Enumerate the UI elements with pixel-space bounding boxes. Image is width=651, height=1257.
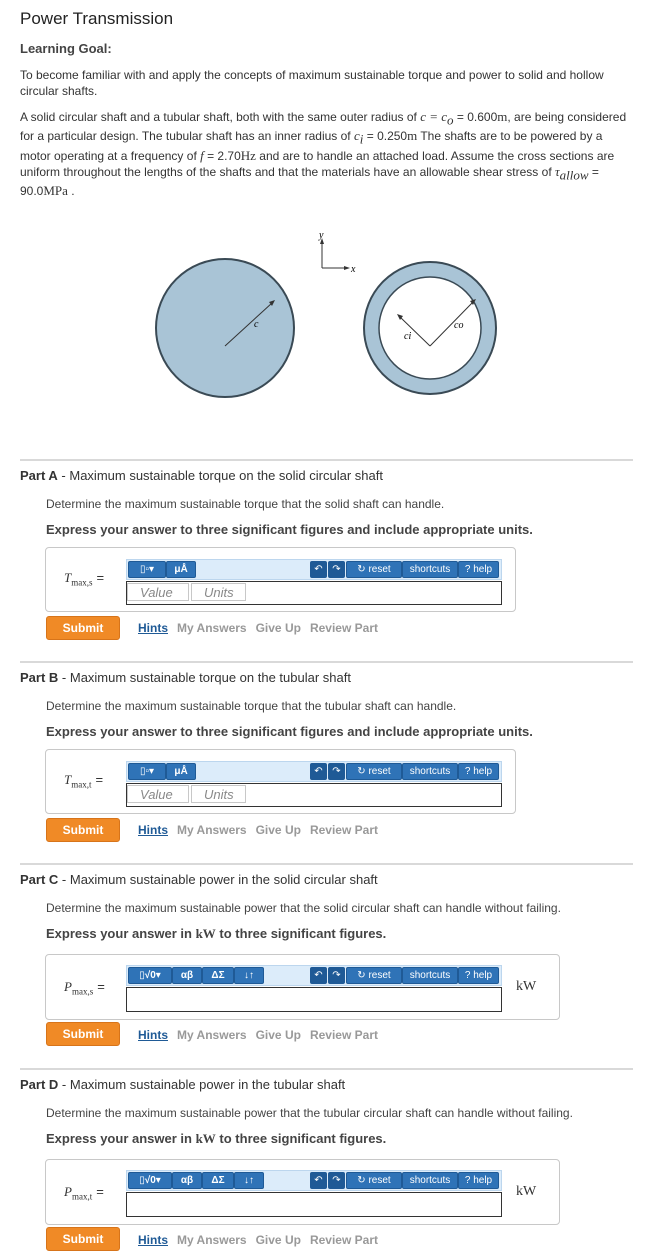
undo-icon[interactable]: ↶: [310, 561, 327, 578]
math-templates-button[interactable]: ▯√0▾: [128, 967, 172, 984]
part-d-variable-label: $P_{max,t}$ =: [64, 1184, 104, 1202]
part-d-links: [138, 1233, 387, 1247]
axis-x-label: x: [351, 264, 356, 275]
part-b-variable-label: $T_{max,t}$ =: [64, 772, 104, 790]
part-a-title: Part A - Maximum sustainable torque on the solid circular shaft: [20, 468, 383, 483]
tubular-shaft: [364, 262, 496, 394]
part-c-answer-input[interactable]: [126, 987, 502, 1012]
my-answers-link[interactable]: My Answers: [177, 621, 247, 635]
part-a-description: Determine the maximum sustainable torque that the solid shaft can handle.: [46, 497, 445, 511]
part-c-unit-label: kW: [516, 979, 537, 994]
shaft-cross-sections-figure: [150, 228, 510, 428]
part-b-units-input[interactable]: Units: [191, 785, 246, 803]
coordinate-axes: [318, 230, 356, 275]
inner-radius-label: ci: [404, 331, 412, 342]
part-a-variable-label: $T_{max,s}$ =: [64, 570, 105, 588]
give-up-link[interactable]: Give Up: [255, 823, 301, 837]
templates-button[interactable]: ▯▫▾: [128, 763, 166, 780]
part-b-submit-button[interactable]: Submit: [46, 818, 120, 842]
reset-button[interactable]: ↻ reset: [346, 763, 402, 780]
reset-button[interactable]: ↻ reset: [346, 561, 402, 578]
sort-menu-button[interactable]: ↓↑: [234, 967, 264, 984]
symbols-menu-button[interactable]: ΔΣ: [202, 1172, 234, 1189]
give-up-link[interactable]: Give Up: [255, 1028, 301, 1042]
reset-button[interactable]: ↻ reset: [346, 1172, 402, 1189]
part-b-links: [138, 823, 387, 837]
page-title: Power Transmission: [20, 9, 174, 28]
solid-shaft: [156, 259, 294, 397]
redo-icon[interactable]: ↷: [328, 967, 345, 984]
part-d-title: Part D - Maximum sustainable power in the tubular shaft: [20, 1077, 346, 1092]
part-d-unit-label: kW: [516, 1184, 537, 1199]
part-c-description: Determine the maximum sustainable power that the solid circular shaft can handle without failing.: [46, 901, 561, 915]
shortcuts-button[interactable]: shortcuts: [402, 1172, 458, 1189]
undo-icon[interactable]: ↶: [310, 967, 327, 984]
undo-icon[interactable]: ↶: [310, 1172, 327, 1189]
part-a-submit-button[interactable]: Submit: [46, 616, 120, 640]
symbols-menu-button[interactable]: ΔΣ: [202, 967, 234, 984]
review-part-link[interactable]: Review Part: [309, 823, 378, 837]
part-a-links: [138, 621, 387, 635]
redo-icon[interactable]: ↷: [328, 1172, 345, 1189]
sort-menu-button[interactable]: ↓↑: [234, 1172, 264, 1189]
hints-link[interactable]: Hints: [138, 1233, 168, 1247]
part-d-instructions: Express your answer in kW to three significant figures.: [46, 1131, 387, 1146]
part-c-variable-label: $P_{max,s}$ =: [64, 979, 105, 997]
part-c-links: [138, 1028, 387, 1042]
problem-statement: A solid circular shaft and a tubular shaft, both with the same outer radius of $c = c_o = 0.600m$, are being considered for a particular design. The tubular shaft has an inner radius of $c_i = 0.250m$ The shafts are to be powered by a motor operating at a frequency of f = 2.70Hz and are to handle an attached load. Assume the cross sections are uniform throughout the lengths of the shafts and that the materials have an allowable shear stress of $\tau_{allow} = 90.0MPa$ .: [20, 109, 627, 199]
part-c-title: Part C - Maximum sustainable power in the solid circular shaft: [20, 872, 378, 887]
part-a-value-input[interactable]: Value: [127, 583, 189, 601]
help-button[interactable]: ? help: [458, 1172, 499, 1189]
part-a-input-row: [126, 581, 502, 605]
give-up-link[interactable]: Give Up: [255, 1233, 301, 1247]
part-c-submit-button[interactable]: Submit: [46, 1022, 120, 1046]
my-answers-link[interactable]: My Answers: [177, 1028, 247, 1042]
part-c-answer-box: [45, 954, 560, 1020]
help-button[interactable]: ? help: [458, 967, 499, 984]
review-part-link[interactable]: Review Part: [309, 1028, 378, 1042]
give-up-link[interactable]: Give Up: [255, 621, 301, 635]
hints-link[interactable]: Hints: [138, 1028, 168, 1042]
undo-icon[interactable]: ↶: [310, 763, 327, 780]
help-button[interactable]: ? help: [458, 561, 499, 578]
part-a-instructions: Express your answer to three significant figures and include appropriate units.: [46, 522, 533, 537]
my-answers-link[interactable]: My Answers: [177, 823, 247, 837]
part-b-value-input[interactable]: Value: [127, 785, 189, 803]
solid-radius-label: c: [254, 319, 259, 330]
part-b-divider: [20, 661, 633, 663]
part-b-toolbar: [126, 761, 502, 782]
units-menu-button[interactable]: μÅ: [166, 561, 196, 578]
shortcuts-button[interactable]: shortcuts: [402, 967, 458, 984]
part-d-answer-box: [45, 1159, 560, 1225]
part-b-input-row: [126, 783, 502, 807]
my-answers-link[interactable]: My Answers: [177, 1233, 247, 1247]
part-d-divider: [20, 1068, 633, 1070]
part-d-toolbar: [126, 1170, 502, 1191]
part-a-divider: [20, 459, 633, 461]
templates-button[interactable]: ▯▫▾: [128, 561, 166, 578]
review-part-link[interactable]: Review Part: [309, 1233, 378, 1247]
math-templates-button[interactable]: ▯√0▾: [128, 1172, 172, 1189]
learning-goal-text: To become familiar with and apply the concepts of maximum sustainable torque and power to solid and hollow circular shafts.: [20, 68, 604, 98]
hints-link[interactable]: Hints: [138, 621, 168, 635]
shortcuts-button[interactable]: shortcuts: [402, 763, 458, 780]
part-b-instructions: Express your answer to three significant figures and include appropriate units.: [46, 724, 533, 739]
reset-button[interactable]: ↻ reset: [346, 967, 402, 984]
part-d-answer-input[interactable]: [126, 1192, 502, 1217]
redo-icon[interactable]: ↷: [328, 763, 345, 780]
learning-goal-label: Learning Goal:: [20, 41, 112, 56]
part-d-description: Determine the maximum sustainable power that the tubular circular shaft can handle without failing.: [46, 1106, 573, 1120]
part-a-toolbar: [126, 559, 502, 580]
axis-y-label: y: [319, 230, 324, 241]
part-c-divider: [20, 863, 633, 865]
part-a-answer-box: [45, 547, 516, 612]
outer-radius-label: co: [454, 320, 464, 331]
greek-menu-button[interactable]: αβ: [172, 967, 202, 984]
part-d-submit-button[interactable]: Submit: [46, 1227, 120, 1251]
redo-icon[interactable]: ↷: [328, 561, 345, 578]
part-b-title: Part B - Maximum sustainable torque on the tubular shaft: [20, 670, 351, 685]
help-button[interactable]: ? help: [458, 763, 499, 780]
hints-link[interactable]: Hints: [138, 823, 168, 837]
review-part-link[interactable]: Review Part: [309, 621, 378, 635]
part-b-answer-box: [45, 749, 516, 814]
part-c-instructions: Express your answer in kW to three significant figures.: [46, 926, 387, 941]
greek-menu-button[interactable]: αβ: [172, 1172, 202, 1189]
part-a-units-input[interactable]: Units: [191, 583, 246, 601]
part-c-toolbar: [126, 965, 502, 986]
part-b-description: Determine the maximum sustainable torque that the tubular shaft can handle.: [46, 699, 457, 713]
shortcuts-button[interactable]: shortcuts: [402, 561, 458, 578]
units-menu-button[interactable]: μÅ: [166, 763, 196, 780]
